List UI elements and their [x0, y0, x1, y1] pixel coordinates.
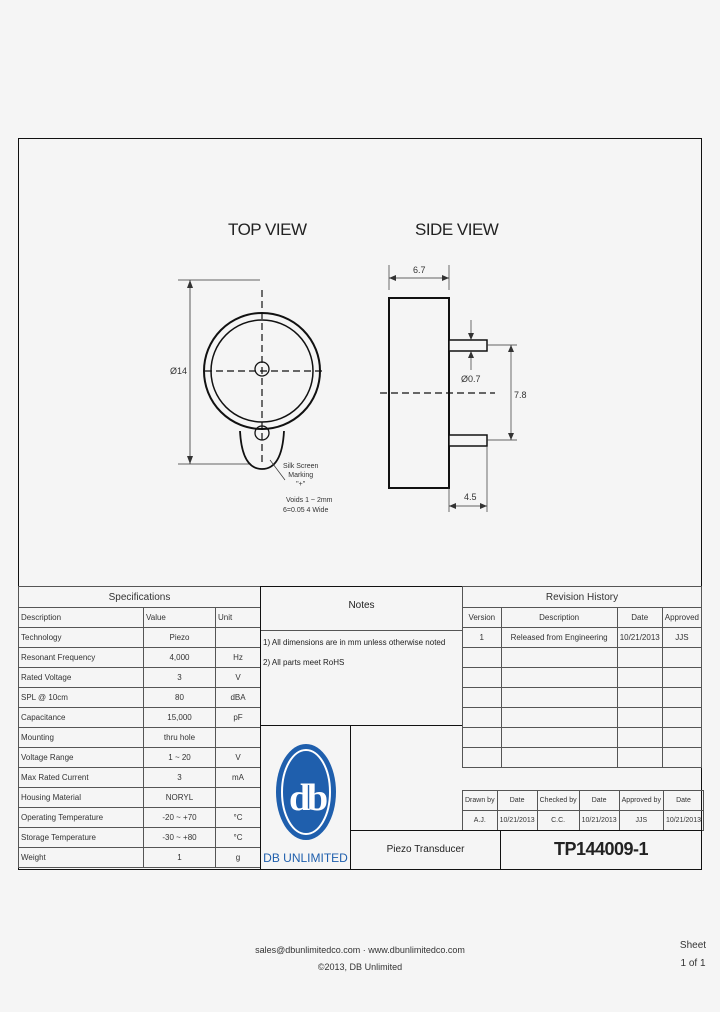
- notes-list: [263, 633, 445, 673]
- part-number-box: [500, 830, 702, 870]
- spec-value: Piezo: [144, 628, 216, 648]
- revision-cell: 1: [463, 628, 502, 648]
- spec-description: SPL @ 10cm: [19, 688, 144, 708]
- signoff-value: 10/21/2013: [663, 811, 703, 831]
- spec-row: [19, 768, 261, 788]
- spec-description: Max Rated Current: [19, 768, 144, 788]
- spec-description: Housing Material: [19, 788, 144, 808]
- spec-description: Operating Temperature: [19, 808, 144, 828]
- spec-unit: dBA: [216, 688, 261, 708]
- signoff-value: 10/21/2013: [497, 811, 537, 831]
- pin-spacing-dimension: 7.8: [514, 390, 527, 400]
- spec-value: 15,000: [144, 708, 216, 728]
- logo-box: [260, 725, 351, 870]
- sheet-value: 1 of 1: [680, 958, 706, 969]
- spec-value: 4,000: [144, 648, 216, 668]
- spec-unit: Hz: [216, 648, 261, 668]
- diameter-label: Ø14: [170, 366, 188, 376]
- voids-note: Voids 1 ~ 2mm: [286, 497, 333, 504]
- spec-row: [19, 728, 261, 748]
- pin-diameter-dimension: Ø0.7: [461, 374, 481, 384]
- spec-value: 80: [144, 688, 216, 708]
- spec-unit: mA: [216, 768, 261, 788]
- spec-unit: °C: [216, 808, 261, 828]
- signoff-value: C.C.: [537, 811, 579, 831]
- signoff-value: JJS: [619, 811, 663, 831]
- signoff-table: [462, 790, 704, 831]
- spec-description: Rated Voltage: [19, 668, 144, 688]
- spec-value: thru hole: [144, 728, 216, 748]
- spec-row: [19, 688, 261, 708]
- signoff-header: Date: [663, 791, 703, 811]
- spec-description: Voltage Range: [19, 748, 144, 768]
- spec-header-unit: Unit: [216, 608, 261, 628]
- spec-description: Resonant Frequency: [19, 648, 144, 668]
- side-view-title: SIDE VIEW: [415, 220, 499, 239]
- height-dimension: 6.7: [413, 265, 426, 275]
- revision-table: [462, 586, 702, 768]
- signoff-header: Drawn by: [463, 791, 498, 811]
- revision-title: Revision History: [463, 587, 702, 608]
- company-name: DB UNLIMITED: [263, 851, 348, 865]
- note-line: 2) All parts meet RoHS: [263, 658, 345, 667]
- footer-copyright: ©2013, DB Unlimited: [317, 962, 403, 972]
- revision-header-description: Description: [501, 608, 617, 628]
- footer-contact: sales@dbunlimitedco.com · www.dbunlimitedco.com: [255, 945, 465, 955]
- spec-unit: g: [216, 848, 261, 868]
- spec-value: 3: [144, 768, 216, 788]
- signoff-header: Date: [579, 791, 619, 811]
- signoff-value: A.J.: [463, 811, 498, 831]
- top-view-title: TOP VIEW: [228, 220, 307, 239]
- spec-description: Capacitance: [19, 708, 144, 728]
- svg-text:b: b: [307, 777, 329, 819]
- specifications-table: [18, 586, 261, 868]
- spec-description: Technology: [19, 628, 144, 648]
- note-line: 1) All dimensions are in mm unless otherwise noted: [263, 638, 446, 647]
- notes-title: Notes: [348, 600, 375, 611]
- company-logo-icon: [273, 732, 339, 844]
- spec-row: [19, 828, 261, 848]
- revision-cell: 10/21/2013: [617, 628, 662, 648]
- spec-value: 1: [144, 848, 216, 868]
- spec-row: [19, 788, 261, 808]
- notes-box: [260, 586, 463, 726]
- revision-cell: Released from Engineering: [501, 628, 617, 648]
- revision-header-date: Date: [617, 608, 662, 628]
- revision-cell: JJS: [662, 628, 701, 648]
- spec-value: NORYL: [144, 788, 216, 808]
- revision-header-version: Version: [463, 608, 502, 628]
- top-view-drawing: [170, 265, 360, 525]
- side-view-drawing: [375, 260, 535, 520]
- spec-value: -30 ~ +80: [144, 828, 216, 848]
- spec-description: Weight: [19, 848, 144, 868]
- signoff-header: Checked by: [537, 791, 579, 811]
- spec-row: [19, 628, 261, 648]
- signoff-header: Approved by: [619, 791, 663, 811]
- spec-row: [19, 668, 261, 688]
- svg-text:d: d: [289, 777, 311, 819]
- part-number: TP144009-1: [553, 839, 649, 859]
- spec-unit: [216, 628, 261, 648]
- signoff-header: Date: [497, 791, 537, 811]
- spec-unit: [216, 728, 261, 748]
- spec-value: -20 ~ +70: [144, 808, 216, 828]
- spec-description: Mounting: [19, 728, 144, 748]
- specifications-title: Specifications: [19, 587, 261, 608]
- spec-unit: pF: [216, 708, 261, 728]
- spec-unit: V: [216, 748, 261, 768]
- product-description-box: [350, 830, 501, 870]
- product-description: Piezo Transducer: [386, 844, 465, 855]
- silk-screen-note: Silk Screen Marking "+": [283, 463, 319, 488]
- spec-value: 3: [144, 668, 216, 688]
- spec-row: [19, 808, 261, 828]
- spec-header-value: Value: [144, 608, 216, 628]
- revision-header-approved: Approved: [662, 608, 701, 628]
- pin-length-dimension: 4.5: [464, 492, 477, 502]
- spec-unit: °C: [216, 828, 261, 848]
- spec-unit: [216, 788, 261, 808]
- spec-value: 1 ~ 20: [144, 748, 216, 768]
- spec-unit: V: [216, 668, 261, 688]
- spec-description: Storage Temperature: [19, 828, 144, 848]
- signoff-value: 10/21/2013: [579, 811, 619, 831]
- spec-row: [19, 848, 261, 868]
- spec-row: [19, 648, 261, 668]
- spec-header-description: Description: [19, 608, 144, 628]
- spec-row: [19, 708, 261, 728]
- width-note: 6=0.05 4 Wide: [283, 507, 329, 514]
- sheet-label: Sheet: [679, 940, 707, 951]
- spec-row: [19, 748, 261, 768]
